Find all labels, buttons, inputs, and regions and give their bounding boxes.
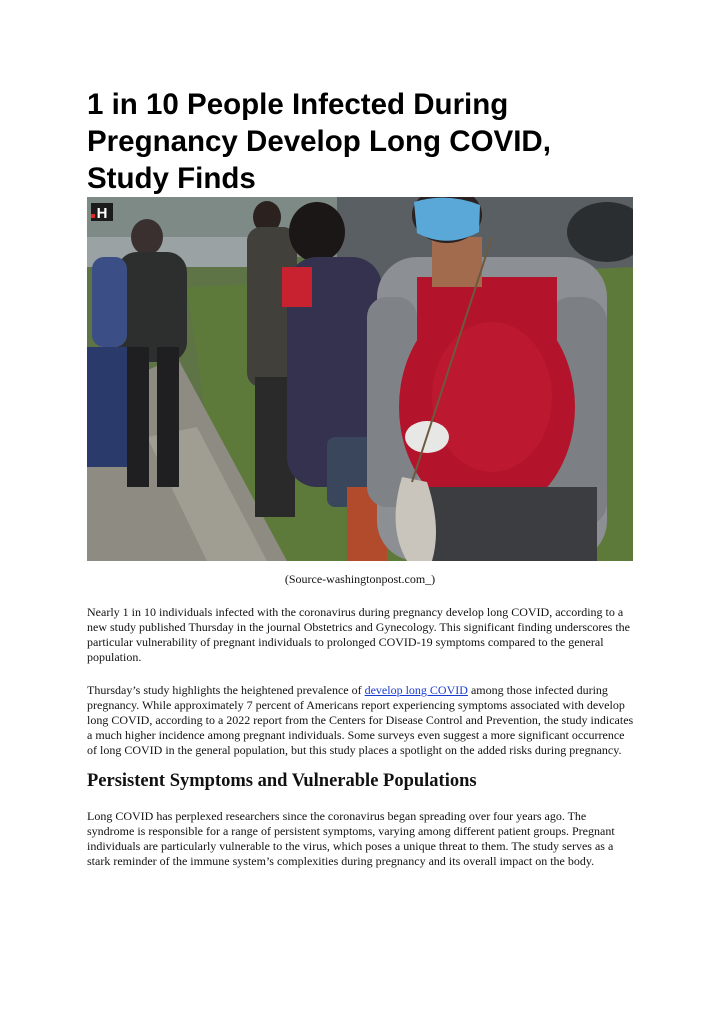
paragraph-2 [87,683,635,758]
image-caption: (Source-washingtonpost.com_) [284,572,436,586]
paragraph-2-text-after: among those infected during pregnancy. While approximately 7 percent of Americans report experiencing symptoms associated with develop long COVID, according to a 2022 report from the Centers for Disease Control and Prevention, the study indicates a much higher incidence among pregnant individuals. Some surveys even suggest a more significant occurrence of long COVID in the general population, but this study places a spotlight on the added risks during pregnancy. [87,683,634,757]
site-logo: H [96,205,108,222]
section-heading: Persistent Symptoms and Vulnerable Populations [87,771,477,791]
develop-long-covid-link[interactable]: develop long COVID [364,683,468,697]
article-photo [87,197,633,561]
paragraph-2-text-before: Thursday’s study highlights the heightened prevalence of [87,683,365,697]
pregnant-woman-photo [87,197,633,561]
paragraph-3: Long COVID has perplexed researchers since the coronavirus began spreading over four years ago. The syndrome is responsible for a range of persistent symptoms, varying among different patient groups. Pregnant individuals are particularly vulnerable to the virus, which poses a unique threat to them. The study serves as a stark reminder of the immune system’s complexities during pregnancy and its overall impact on the body. [87,809,615,868]
article-title: 1 in 10 People Infected During Pregnancy Develop Long COVID, Study Finds [87,88,551,195]
paragraph-1: Nearly 1 in 10 individuals infected with the coronavirus during pregnancy develop long COVID, according to a new study published Thursday in the journal Obstetrics and Gynecology. This significant finding underscores the particular vulnerability of pregnant individuals to prolonged COVID-19 symptoms compared to the general population. [87,605,631,664]
